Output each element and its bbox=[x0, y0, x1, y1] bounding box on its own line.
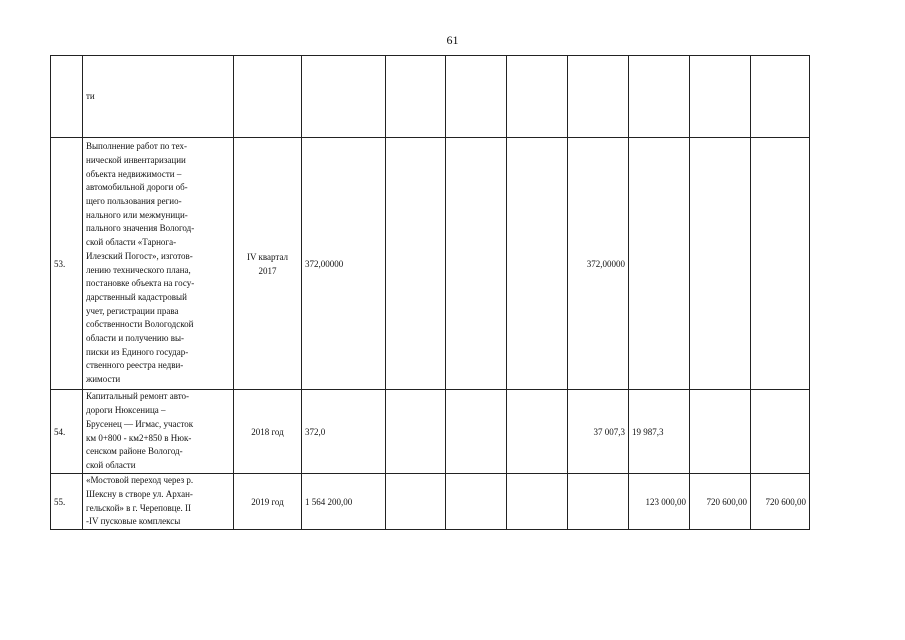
value-cell bbox=[386, 56, 446, 138]
value-cell bbox=[751, 390, 810, 474]
value-cell bbox=[690, 138, 751, 390]
period-cell bbox=[234, 56, 302, 138]
total-cell: 1 564 200,00 bbox=[302, 474, 386, 530]
period-cell: 2018 год bbox=[234, 390, 302, 474]
value-cell bbox=[690, 390, 751, 474]
value-cell: 19 987,3 bbox=[629, 390, 690, 474]
table-row bbox=[51, 56, 810, 138]
period-cell: 2019 год bbox=[234, 474, 302, 530]
total-cell: 372,00000 bbox=[302, 138, 386, 390]
row-number: 55. bbox=[51, 474, 83, 530]
value-cell: 720 600,00 bbox=[690, 474, 751, 530]
value-cell bbox=[568, 56, 629, 138]
value-cell bbox=[629, 56, 690, 138]
value-cell bbox=[751, 56, 810, 138]
table-row bbox=[51, 138, 810, 390]
total-cell bbox=[302, 56, 386, 138]
total-cell: 372,0 bbox=[302, 390, 386, 474]
program-table bbox=[50, 55, 810, 530]
value-cell bbox=[386, 138, 446, 390]
value-cell bbox=[446, 390, 507, 474]
value-cell bbox=[507, 138, 568, 390]
value-cell: 37 007,3 bbox=[568, 390, 629, 474]
value-cell bbox=[629, 138, 690, 390]
page-number: 61 bbox=[446, 33, 459, 47]
row-number: 54. bbox=[51, 390, 83, 474]
work-name: «Мостовой переход через р. Шексну в створе ул. Архан- гельской» в г. Череповце. II -IV пусковые комплексы bbox=[83, 474, 234, 530]
row-number bbox=[51, 56, 83, 138]
value-cell: 372,00000 bbox=[568, 138, 629, 390]
value-cell bbox=[386, 390, 446, 474]
work-name: Выполнение работ по тех- нической инвентаризации объекта недвижимости – автомобильной дороги об- щего пользования регио- нального или межмуници- пального значения Вологод- ской области «Тарнога- Илезский Погост», изготов- лению технического плана, постановке объекта на госу- дарственный кадастровый учет, регистрации права собственности Вологодской области и получению вы- писки из Единого государ- ственного реестра недви- жимости bbox=[83, 138, 234, 390]
value-cell bbox=[386, 474, 446, 530]
value-cell bbox=[568, 474, 629, 530]
work-name: Капитальный ремонт авто- дороги Нюксеница – Брусенец — Игмас, участок км 0+800 - км2+850 в Нюк- сенском районе Вологод- ской области bbox=[83, 390, 234, 474]
table-row bbox=[51, 474, 810, 530]
value-cell bbox=[507, 474, 568, 530]
value-cell: 720 600,00 bbox=[751, 474, 810, 530]
value-cell bbox=[507, 390, 568, 474]
value-cell bbox=[507, 56, 568, 138]
value-cell bbox=[446, 138, 507, 390]
value-cell bbox=[446, 474, 507, 530]
row-number: 53. bbox=[51, 138, 83, 390]
work-name: ти bbox=[83, 56, 234, 138]
table-row bbox=[51, 390, 810, 474]
value-cell bbox=[690, 56, 751, 138]
value-cell bbox=[446, 56, 507, 138]
value-cell: 123 000,00 bbox=[629, 474, 690, 530]
period-cell: IV квартал 2017 bbox=[234, 138, 302, 390]
value-cell bbox=[751, 138, 810, 390]
